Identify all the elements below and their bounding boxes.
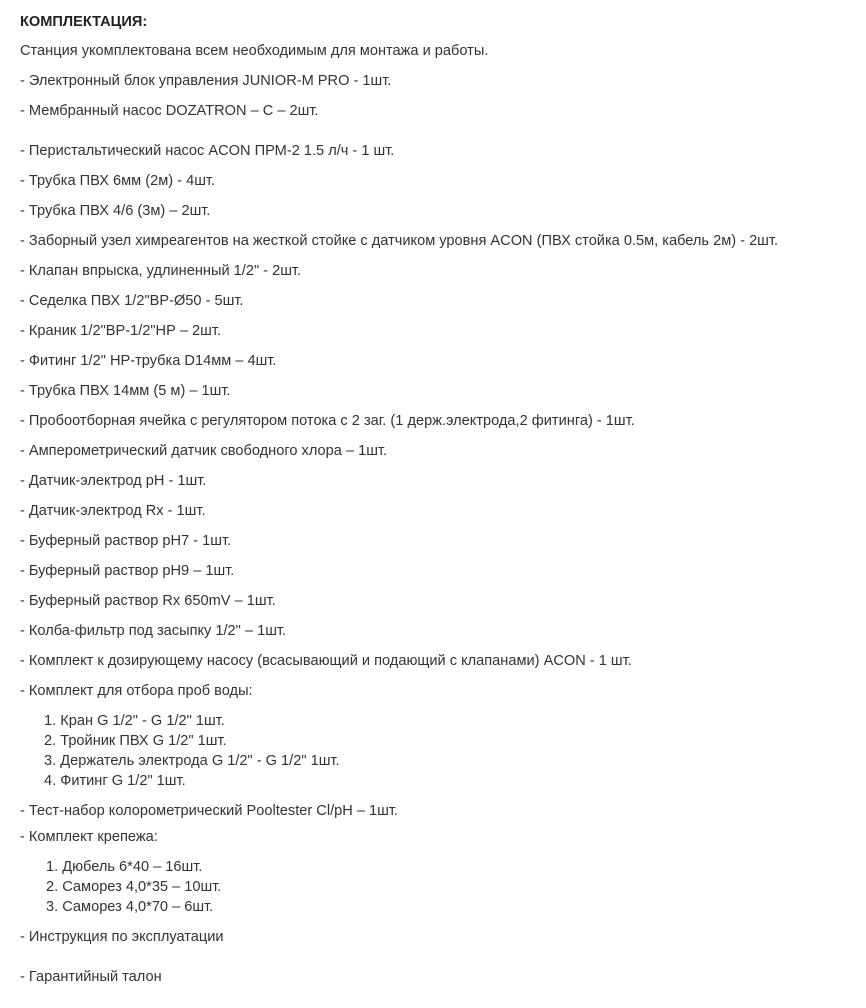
fasteners-subitem: 2. Саморез 4,0*35 – 10шт. bbox=[46, 879, 222, 895]
list-item: - Мембранный насос DOZATRON – С – 2шт. bbox=[20, 103, 319, 119]
fasteners-subitem: 3. Саморез 4,0*70 – 6шт. bbox=[46, 899, 214, 915]
list-item-warranty: - Гарантийный талон bbox=[20, 969, 162, 985]
list-item: - Датчик-электрод pH - 1шт. bbox=[20, 473, 207, 489]
sampling-subitem: 3. Держатель электрода G 1/2" - G 1/2" 1шт. bbox=[44, 753, 340, 769]
fasteners-subitem: 1. Дюбель 6*40 – 16шт. bbox=[46, 859, 203, 875]
intro-text: Станция укомплектована всем необходимым для монтажа и работы. bbox=[20, 43, 489, 59]
list-item: - Трубка ПВХ 6мм (2м) - 4шт. bbox=[20, 173, 216, 189]
list-item: - Колба-фильтр под засыпку 1/2" – 1шт. bbox=[20, 623, 287, 639]
list-item: - Электронный блок управления JUNIOR-M PRO - 1шт. bbox=[20, 73, 392, 89]
list-item: - Седелка ПВХ 1/2"ВР-Ø50 - 5шт. bbox=[20, 293, 244, 309]
list-item-fasteners: - Комплект крепежа: bbox=[20, 829, 158, 845]
list-item: - Буферный раствор pH7 - 1шт. bbox=[20, 533, 232, 549]
sampling-subitem: 4. Фитинг G 1/2" 1шт. bbox=[44, 773, 186, 789]
list-item-manual: - Инструкция по эксплуатации bbox=[20, 929, 224, 945]
sampling-subitem: 2. Тройник ПВХ G 1/2" 1шт. bbox=[44, 733, 227, 749]
page-title: КОМПЛЕКТАЦИЯ: bbox=[20, 14, 148, 30]
list-item: - Заборный узел химреагентов на жесткой стойке с датчиком уровня ACON (ПВХ стойка 0.5м, кабель 2м) - 2шт. bbox=[20, 233, 779, 249]
list-item: - Клапан впрыска, удлиненный 1/2" - 2шт. bbox=[20, 263, 302, 279]
list-item: - Краник 1/2"ВР-1/2"НР – 2шт. bbox=[20, 323, 222, 339]
list-item: - Датчик-электрод Rx - 1шт. bbox=[20, 503, 206, 519]
list-item: - Амперометрический датчик свободного хлора – 1шт. bbox=[20, 443, 388, 459]
list-item: - Фитинг 1/2" НР-трубка D14мм – 4шт. bbox=[20, 353, 277, 369]
list-item: - Трубка ПВХ 4/6 (3м) – 2шт. bbox=[20, 203, 211, 219]
list-item: - Комплект к дозирующему насосу (всасывающий и подающий с клапанами) ACON - 1 шт. bbox=[20, 653, 632, 669]
list-item: - Трубка ПВХ 14мм (5 м) – 1шт. bbox=[20, 383, 231, 399]
list-item-sampling-kit: - Комплект для отбора проб воды: bbox=[20, 683, 253, 699]
list-item: - Пробоотборная ячейка с регулятором потока с 2 заг. (1 держ.электрода,2 фитинга) - 1шт. bbox=[20, 413, 635, 429]
list-item-test-kit: - Тест-набор колорометрический Pooltester Cl/pH – 1шт. bbox=[20, 803, 398, 819]
list-item: - Буферный раствор pH9 – 1шт. bbox=[20, 563, 235, 579]
list-item: - Перистальтический насос ACON ПРМ-2 1.5 л/ч - 1 шт. bbox=[20, 143, 395, 159]
sampling-subitem: 1. Кран G 1/2" - G 1/2" 1шт. bbox=[44, 713, 225, 729]
list-item: - Буферный раствор Rx 650mV – 1шт. bbox=[20, 593, 276, 609]
